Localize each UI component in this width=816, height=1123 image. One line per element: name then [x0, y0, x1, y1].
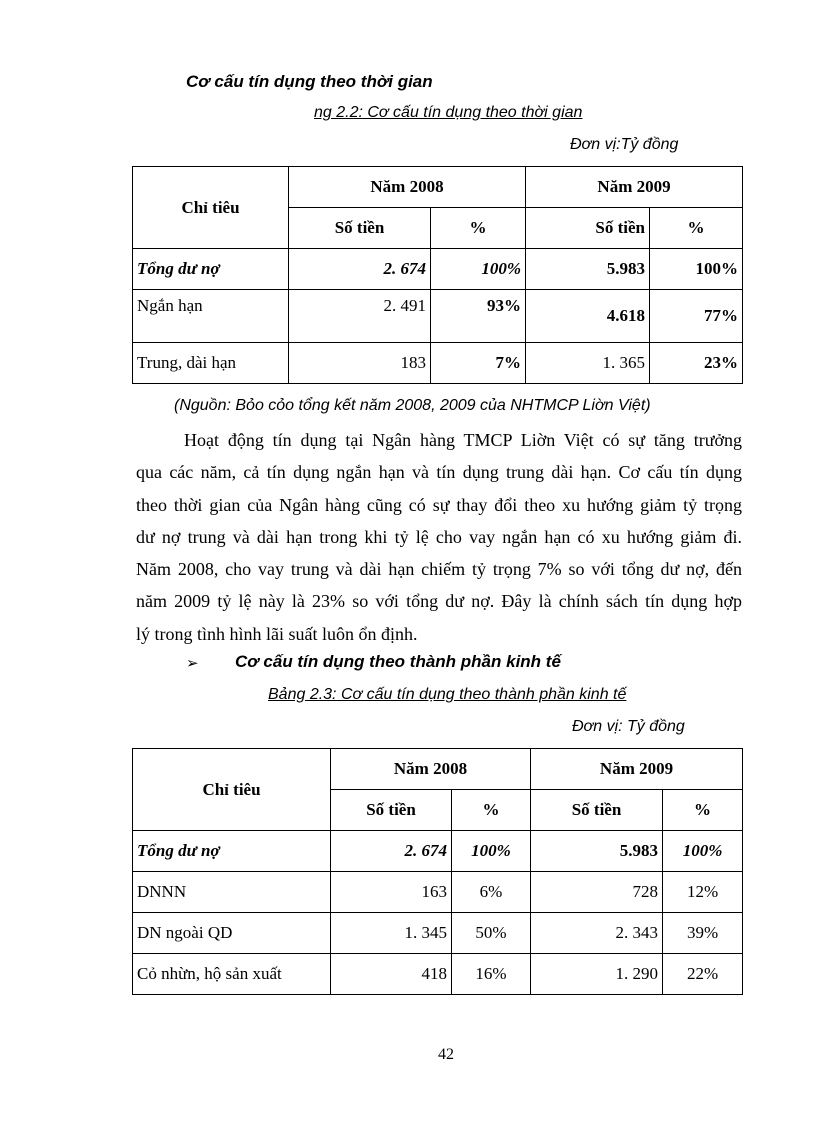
- amount-2008: 163: [331, 872, 452, 913]
- header-amount-2009: Số tiền: [526, 208, 650, 249]
- header-amount-2008: Số tiền: [289, 208, 431, 249]
- credit-by-sector-table: [132, 748, 743, 995]
- paragraph-line: theo thời gian của Ngân hàng cũng có sự thay đổi theo xu hướng giảm tỷ trọng: [136, 494, 742, 515]
- amount-2009: 1. 290: [531, 954, 663, 995]
- amount-2008: 2. 674: [331, 831, 452, 872]
- percent-2008: 6%: [452, 872, 531, 913]
- table-row: [133, 954, 743, 995]
- paragraph-line: qua các năm, cả tín dụng ngắn hạn và tín dụng trung dài hạn. Cơ cấu tín dụng: [136, 462, 742, 483]
- row-label: Tổng dư nợ: [133, 831, 331, 872]
- paragraph-line: năm 2009 tỷ lệ này là 23% so với tổng dư nợ. Đây là chính sách tín dụng hợp: [136, 591, 742, 612]
- arrow-bullet-icon: ➢: [186, 654, 199, 672]
- percent-2009: 100%: [663, 831, 743, 872]
- row-label: DNNN: [133, 872, 331, 913]
- amount-2009: 5.983: [526, 249, 650, 290]
- percent-2008: 7%: [431, 343, 526, 384]
- row-label: Trung, dài hạn: [133, 343, 289, 384]
- header-amount-2009: Số tiền: [531, 790, 663, 831]
- header-percent-2009: %: [650, 208, 743, 249]
- percent-2009: 12%: [663, 872, 743, 913]
- amount-2008: 1. 345: [331, 913, 452, 954]
- table-caption-2-2: ng 2.2: Cơ cấu tín dụng theo thời gian: [314, 104, 583, 121]
- header-year-2008: Năm 2008: [331, 749, 531, 790]
- paragraph-line: lý trong tình hình lãi suất luôn ổn định.: [136, 623, 418, 644]
- amount-2009: 728: [531, 872, 663, 913]
- amount-2008: 2. 491: [289, 290, 431, 343]
- header-year-2009: Năm 2009: [526, 167, 743, 208]
- header-indicator: Chỉ tiêu: [133, 749, 331, 831]
- paragraph-line: Hoạt động tín dụng tại Ngân hàng TMCP Liờn Việt có sự tăng trưởng: [184, 430, 742, 450]
- row-label: Tổng dư nợ: [133, 249, 289, 290]
- section-heading-economic-sector: Cơ cấu tín dụng theo thành phần kinh tế: [235, 652, 561, 671]
- source-note: (Nguồn: Bỏo cỏo tổng kết năm 2008, 2009 của NHTMCP Liờn Việt): [174, 397, 651, 414]
- page-number: 42: [438, 1046, 454, 1063]
- table-row: [133, 343, 743, 384]
- row-label: Cỏ nhừn, hộ sản xuất: [133, 954, 331, 995]
- credit-by-time-table: [132, 166, 743, 384]
- amount-2008: 2. 674: [289, 249, 431, 290]
- percent-2009: 77%: [650, 290, 743, 343]
- unit-label-2: Đơn vị: Tỷ đồng: [572, 718, 685, 735]
- percent-2009: 100%: [650, 249, 743, 290]
- paragraph-line: Năm 2008, cho vay trung và dài hạn chiếm tỷ trọng 7% so với tổng dư nợ, đến: [136, 559, 742, 580]
- percent-2008: 50%: [452, 913, 531, 954]
- header-amount-2008: Số tiền: [331, 790, 452, 831]
- header-percent-2008: %: [431, 208, 526, 249]
- header-percent-2008: %: [452, 790, 531, 831]
- amount-2009: 2. 343: [531, 913, 663, 954]
- header-indicator: Chỉ tiêu: [133, 167, 289, 249]
- amount-2008: 418: [331, 954, 452, 995]
- percent-2008: 100%: [431, 249, 526, 290]
- percent-2008: 93%: [431, 290, 526, 343]
- table-row: [133, 913, 743, 954]
- table-row: [133, 872, 743, 913]
- amount-2009: 5.983: [531, 831, 663, 872]
- header-percent-2009: %: [663, 790, 743, 831]
- percent-2008: 100%: [452, 831, 531, 872]
- header-year-2008: Năm 2008: [289, 167, 526, 208]
- paragraph-line: dư nợ trung và dài hạn trong khi tỷ lệ cho vay ngắn hạn có xu hướng giảm đi.: [136, 526, 742, 547]
- unit-label-1: Đơn vị:Tỷ đồng: [570, 136, 679, 153]
- percent-2009: 22%: [663, 954, 743, 995]
- percent-2009: 23%: [650, 343, 743, 384]
- table-row: [133, 290, 743, 343]
- amount-2009: 4.618: [526, 290, 650, 343]
- section-heading-time: Cơ cấu tín dụng theo thời gian: [186, 72, 433, 91]
- row-label: Ngắn hạn: [133, 290, 289, 343]
- header-year-2009: Năm 2009: [531, 749, 743, 790]
- table-caption-2-3: Bảng 2.3: Cơ cấu tín dụng theo thành phần kinh tế: [268, 686, 627, 703]
- table-row: [133, 831, 743, 872]
- percent-2008: 16%: [452, 954, 531, 995]
- amount-2009: 1. 365: [526, 343, 650, 384]
- body-paragraph: [136, 424, 742, 650]
- percent-2009: 39%: [663, 913, 743, 954]
- table-row: [133, 249, 743, 290]
- row-label: DN ngoài QD: [133, 913, 331, 954]
- amount-2008: 183: [289, 343, 431, 384]
